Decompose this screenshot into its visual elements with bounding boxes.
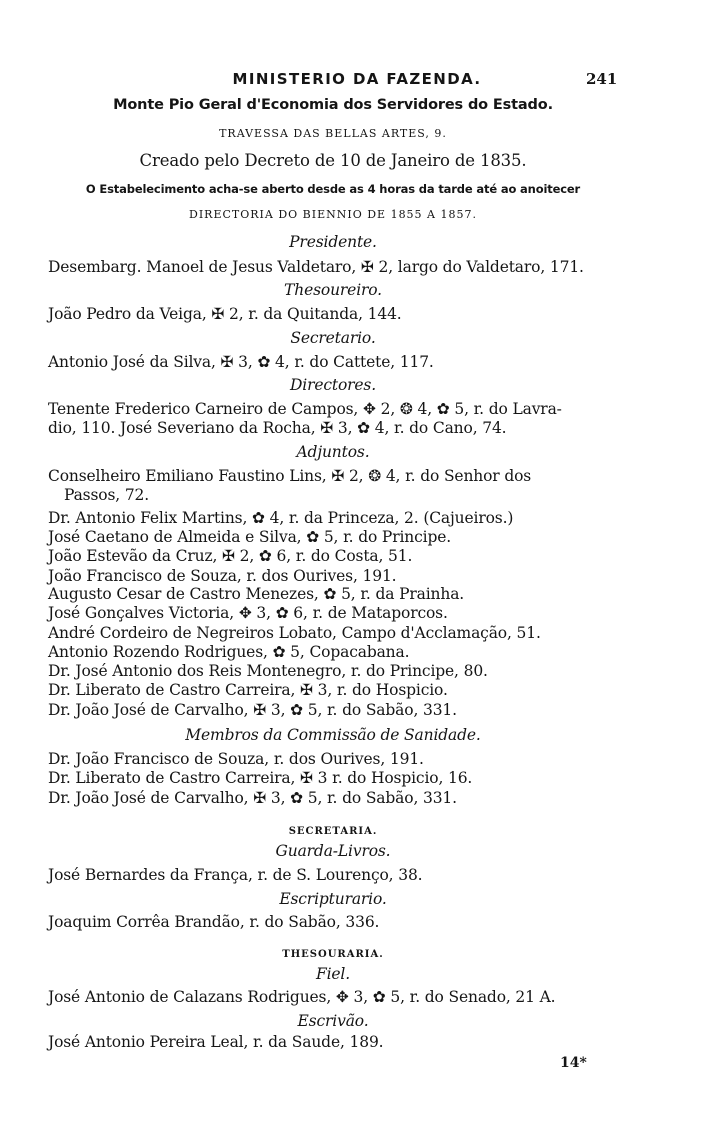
page-number: 241 (586, 70, 618, 88)
section-heading: Presidente. (289, 233, 377, 251)
text-line: Dr. Liberato de Castro Carreira, ✠ 3 r. do Hospicio, 16. (48, 769, 473, 787)
text-line: Passos, 72. (64, 486, 150, 504)
text-line: Dr. Antonio Felix Martins, ✿ 4, r. da Princeza, 2. (Cajueiros.) (48, 509, 514, 527)
text-line: Desembarg. Manoel de Jesus Valdetaro, ✠ 2, largo do Valdetaro, 171. (48, 258, 584, 276)
text-line: João Estevão da Cruz, ✠ 2, ✿ 6, r. do Costa, 51. (48, 547, 413, 565)
text-line: Dr. José Antonio dos Reis Montenegro, r. do Principe, 80. (48, 662, 488, 680)
text-line: José Gonçalves Victoria, ✥ 3, ✿ 6, r. de Mataporcos. (48, 604, 448, 622)
text-line: Conselheiro Emiliano Faustino Lins, ✠ 2, ❂ 4, r. do Senhor dos (48, 467, 532, 485)
text-line: José Antonio Pereira Leal, r. da Saude, 189. (48, 1033, 384, 1051)
section-heading: Adjuntos. (296, 443, 370, 461)
section-heading: SECRETARIA. (288, 826, 378, 837)
text-line: Antonio José da Silva, ✠ 3, ✿ 4, r. do Cattete, 117. (48, 353, 434, 371)
text-line: João Francisco de Souza, r. dos Ourives, 191. (48, 567, 397, 585)
text-line: José Bernardes da França, r. de S. Lourenço, 38. (48, 866, 423, 884)
section-heading: Escrivão. (297, 1012, 369, 1030)
text-line: Dr. Liberato de Castro Carreira, ✠ 3, r. do Hospicio. (48, 681, 448, 699)
directorate-heading: DIRECTORIA DO BIENNIO DE 1855 A 1857. (189, 208, 477, 221)
section-heading: THESOURARIA. (282, 949, 384, 960)
text-line: André Cordeiro de Negreiros Lobato, Campo d'Acclamação, 51. (48, 624, 541, 642)
section-heading: Fiel. (315, 965, 351, 983)
text-line: João Pedro da Veiga, ✠ 2, r. da Quitanda, 144. (48, 305, 402, 323)
text-line: Augusto Cesar de Castro Menezes, ✿ 5, r. da Prainha. (48, 585, 465, 603)
section-heading: Guarda-Livros. (275, 842, 391, 860)
text-line: Dr. João Francisco de Souza, r. dos Ourives, 191. (48, 750, 424, 768)
section-heading: Directores. (289, 376, 377, 394)
section-heading: Secretario. (290, 329, 376, 347)
institution-address: TRAVESSA DAS BELLAS ARTES, 9. (219, 127, 447, 140)
founding-decree: Creado pelo Decreto de 10 de Janeiro de 1835. (139, 151, 527, 170)
text-line: Antonio Rozendo Rodrigues, ✿ 5, Copacabana. (48, 643, 410, 661)
text-line: Joaquim Corrêa Brandão, r. do Sabão, 336. (48, 913, 380, 931)
opening-hours: O Estabelecimento acha-se aberto desde as 4 horas da tarde até ao anoitecer (85, 182, 581, 196)
section-heading: Membros da Commissão de Sanidade. (185, 726, 481, 744)
section-heading: Thesoureiro. (284, 281, 382, 299)
institution-name: Monte Pio Geral d'Economia dos Servidores do Estado. (113, 97, 553, 113)
text-line: Dr. João José de Carvalho, ✠ 3, ✿ 5, r. do Sabão, 331. (48, 789, 457, 807)
text-line: José Antonio de Calazans Rodrigues, ✥ 3, ✿ 5, r. do Senado, 21 A. (48, 988, 556, 1006)
text-line: Tenente Frederico Carneiro de Campos, ✥ 2, ❂ 4, ✿ 5, r. do Lavra- (48, 400, 562, 418)
text-line: José Caetano de Almeida e Silva, ✿ 5, r. do Principe. (48, 528, 452, 546)
signature-mark: 14* (560, 1055, 587, 1071)
text-line: dio, 110. José Severiano da Rocha, ✠ 3, ✿ 4, r. do Cano, 74. (48, 419, 507, 437)
running-title: MINISTERIO DA FAZENDA. (232, 70, 482, 88)
section-heading: Escripturario. (279, 890, 387, 908)
text-line: Dr. João José de Carvalho, ✠ 3, ✿ 5, r. do Sabão, 331. (48, 701, 457, 719)
